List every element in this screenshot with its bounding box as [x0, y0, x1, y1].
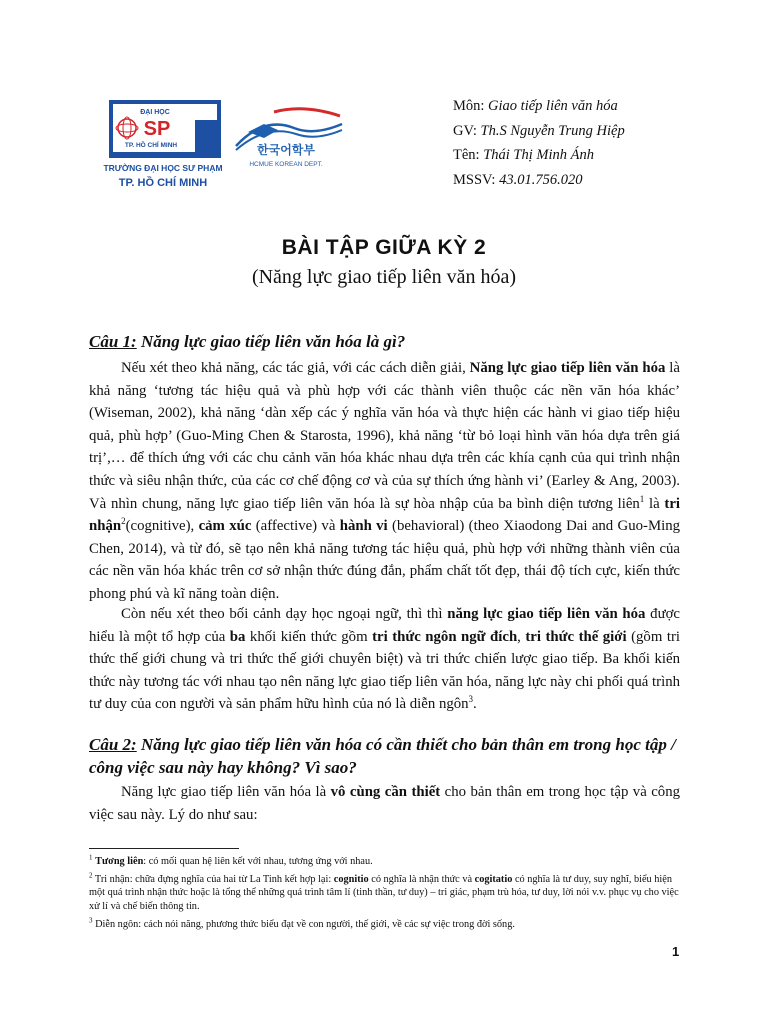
sp-top-text: ĐẠI HỌC [140, 109, 170, 116]
answer-1-paragraph-1: Nếu xét theo khả năng, các tác giả, với các cách diễn giải, Năng lực giao tiếp liên văn hóa là khả năng ‘tương tác hiệu quả và phù hợp với các thành viên thuộc các nền văn hóa khác’ (Wiseman, 2002), khả năng ‘dàn xếp các ý nghĩa văn hóa và thực hiện các hành vi giao tiếp hiệu quả, phù hợp’ (Guo-Ming Chen & Starosta, 1996), khả năng ‘từ bỏ loại hình văn hóa dựa trên giá trị’,… để thích ứng với các chu cảnh văn hóa khác nhau dựa trên các khía cạnh của qui trình nhận thức và siêu nhận thức, của các cơ chế động cơ và của sự thích ứng hành vi’ (Earley & Ang, 2003). Và nhìn chung, năng lực giao tiếp liên văn hóa là sự hòa nhập của ba bình diện tương liên$^1$ là tri nhận$^2$(cognitive), cảm xúc (affective) và hành vi (behavioral) (theo Xiaodong Dai and Guo-Ming Chen, 2014), và từ đó, sẽ tạo nên khả năng tương tác hiệu quả, phù hợp với những thành viên của các nền văn hóa khác trên cơ sở nhận thức đúng đắn, phẩm chất tốt đẹp, thái độ tích cực, kiến thức phong phú và kĩ năng toàn diện. [89, 360, 681, 602]
answer-1-paragraph-2: Còn nếu xét theo bối cảnh dạy học ngoại ngữ, thì thì năng lực giao tiếp liên văn hóa được hiểu là một tổ hợp của ba khối kiến thức gồm tri thức ngôn ngữ đích, tri thức thế giới (gồm tri thức thế giới chung và tri thức thế giới chuyên biệt) và tri thức chiến lược giao tiếp. Ba khối kiến thức này tương tác với nhau tạo nên năng lực giao tiếp liên văn hóa, năng lực này chi phối quá trình tư duy của con người và sản phẩm hữu hình của nó là diễn ngôn$^3$. [89, 606, 680, 713]
student-id-value: 43.01.756.020 [499, 171, 583, 188]
sp-city-line: TP. HỒ CHÍ MINH [118, 177, 208, 189]
hcmue-logo [103, 98, 225, 190]
name-row [453, 143, 625, 168]
course-label: Môn: [453, 98, 485, 114]
course-value: Giao tiếp liên văn hóa [488, 98, 618, 114]
footnote-2: $^2$ Tri nhận: chữa đựng nghĩa của hai từ La Tinh kết hợp lại: cognitio có nghĩa là nhận thức và cogitatio có nghĩa là tư duy, suy nghĩ, biểu hiện một quá trình nhận thức hoặc là tổng thể những quá trình tâm lí (tinh thần, tư duy) – tri giác, phạm trù hóa, tư duy, lời nói v.v. phục vụ cho việc xử lí và chế biến thông tin. [89, 871, 679, 912]
course-row [453, 94, 625, 119]
question-2-text: Năng lực giao tiếp liên văn hóa có cần thiết cho bản thân em trong học tập / công việc sau này hay không? Vì sao? [89, 735, 676, 777]
footnote-3: $^3$ Diễn ngôn: cách nói năng, phương thức biểu đạt về con người, thế giới, về các sự việc trong đời sống. [89, 916, 515, 930]
teacher-label: GV: [453, 122, 477, 139]
student-id-label: MSSV: [453, 171, 496, 188]
question-2-label: Câu 2: [89, 735, 137, 754]
teacher-value: Th.S Nguyễn Trung Hiệp [480, 122, 625, 139]
sp-main-text: SP [143, 118, 171, 140]
sp-school-line: TRƯỜNG ĐẠI HỌC SƯ PHẠM [103, 163, 223, 173]
question-2-heading [89, 733, 689, 779]
footnote-divider [89, 848, 239, 849]
answer-2-paragraph: Năng lực giao tiếp liên văn hóa là vô cùng cần thiết cho bản thân em trong học tập và công việc sau này. Lý do như sau: [89, 784, 680, 823]
page-number: 1 [672, 944, 680, 959]
name-label: Tên: [453, 147, 480, 163]
footnote-1: $^1$ Tương liên: có mối quan hệ liên kết với nhau, tương ứng với nhau. [89, 853, 373, 867]
question-1-heading [89, 330, 689, 353]
korean-dept-logo [234, 106, 344, 170]
student-info [453, 94, 625, 192]
sp-city-small: TP. HỒ CHÍ MINH [124, 142, 178, 149]
document-title: BÀI TẬP GIỮA KỲ 2 [281, 236, 487, 259]
kr-hangul: 한국어학부 [257, 143, 315, 157]
question-1-text: Năng lực giao tiếp liên văn hóa là gì? [140, 332, 406, 351]
student-id-row [453, 168, 625, 193]
name-value: Thái Thị Minh Ánh [483, 147, 594, 163]
question-1-label: Câu 1: [89, 332, 137, 351]
document-subtitle: (Năng lực giao tiếp liên văn hóa) [251, 266, 517, 288]
kr-dept: HCMUE KOREAN DEPT. [249, 161, 323, 168]
teacher-row [453, 119, 625, 144]
